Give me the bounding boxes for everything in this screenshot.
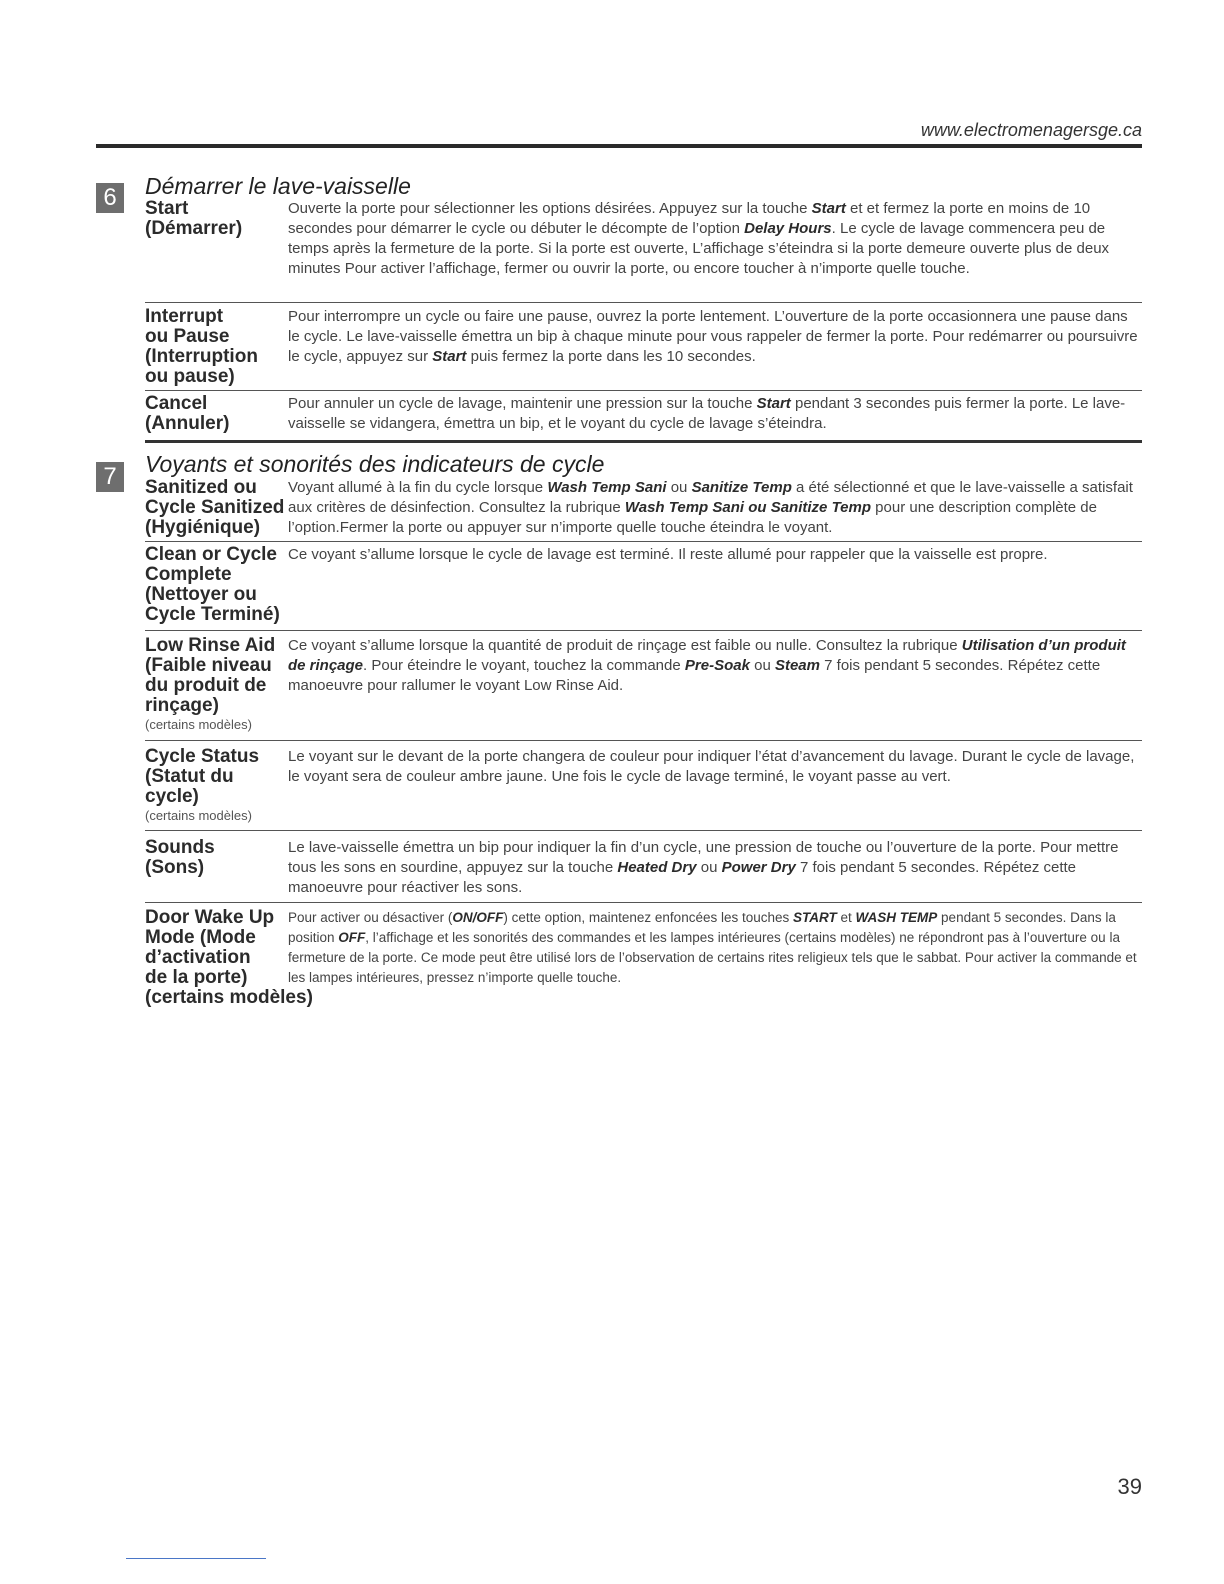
term-line: (Démarrer)	[145, 218, 243, 239]
term-line: Low Rinse Aid	[145, 635, 276, 656]
term-interrupt	[145, 307, 287, 387]
separator	[145, 740, 1142, 741]
term-sanitized	[145, 478, 287, 538]
separator	[145, 830, 1142, 831]
emphasized-control-name: Power Dry	[721, 859, 796, 876]
header-rule	[96, 144, 1142, 148]
term-line: ou Pause	[145, 326, 230, 347]
term-low-rinse	[145, 636, 287, 734]
term-line: (Faible niveau	[145, 655, 272, 676]
emphasized-control-name: Start	[811, 200, 846, 217]
separator	[145, 390, 1142, 391]
section-divider	[145, 440, 1142, 443]
emphasized-control-name: Pre-Soak	[684, 657, 750, 674]
term-line: Door Wake Up	[145, 907, 275, 928]
term-line: du produit de	[145, 675, 267, 696]
desc-low-rinse: Ce voyant s’allume lorsque la quantité de produit de rinçage est faible ou nulle. Consultez la rubrique Utilisation d’un produit de rinçage. Pour éteindre le voyant, touchez la commande Pre-Soak ou Steam 7 fois pendant 5 secondes. Répétez cette manoeuvre pour rallumer le voyant Low Rinse Aid.	[288, 637, 1126, 694]
term-door-wake-up	[145, 907, 313, 1008]
models-note: (certains modèles)	[145, 717, 252, 732]
emphasized-control-name: Delay Hours	[744, 220, 832, 237]
emphasized-control-name: START	[793, 910, 837, 925]
emphasized-control-name: Wash Temp Sani	[547, 479, 667, 496]
term-line: d’activation	[145, 947, 251, 968]
desc-start: Ouverte la porte pour sélectionner les options désirées. Appuyez sur la touche Start et et fermez la porte en moins de 10 secondes pour démarrer le cycle ou débuter le décompte de l’option Delay Hours. Le cycle de lavage commencera peu de temps après la fermeture de la porte. Si la porte est ouverte, L’affichage s’éteindra si la porte demeure ouverte plus de deux minutes Pour activer l’affichage, fermer ou ouvrir la porte, ou encore toucher à n’importe quelle touche.	[288, 200, 1110, 277]
term-line: (Nettoyer ou	[145, 584, 257, 605]
term-line: (Annuler)	[145, 413, 230, 434]
emphasized-control-name: Utilisation d’un produit de rinçage	[288, 637, 1126, 674]
emphasized-control-name: Heated Dry	[617, 859, 697, 876]
desc-interrupt: Pour interrompre un cycle ou faire une pause, ouvrez la porte lentement. L’ouverture de la porte occasionnera une pause dans le cycle. Le lave-vaisselle émettra un bip à chaque minute pour vous rappeler de fermer la porte. Pour redémarrer ou poursuivre le cycle, appuyez sur Start puis fermez la porte dans les 10 secondes.	[288, 308, 1138, 365]
emphasized-control-name: Start	[756, 395, 791, 412]
term-line: (Interruption	[145, 346, 258, 367]
term-line: Sanitized ou	[145, 477, 257, 498]
term-clean	[145, 545, 287, 625]
term-line: (Hygiénique)	[145, 517, 261, 538]
term-line: (certains modèles)	[145, 987, 313, 1008]
section-7-marker: 7	[96, 462, 124, 492]
term-line: (Sons)	[145, 857, 205, 878]
term-cycle-status	[145, 747, 287, 825]
term-line: de la porte)	[145, 967, 248, 988]
desc-clean: Ce voyant s’allume lorsque le cycle de lavage est terminé. Il reste allumé pour rappeler que la vaisselle est propre.	[288, 546, 1048, 563]
desc-sounds: Le lave-vaisselle émettra un bip pour indiquer la fin d’un cycle, une pression de touche ou l’ouverture de la porte. Pour mettre tous les sons en sourdine, appuyez sur la touche Heated Dry ou Power Dry 7 fois pendant 5 secondes. Répétez cette manoeuvre pour réactiver les sons.	[288, 839, 1119, 896]
footer-line	[126, 1558, 266, 1559]
desc-cycle-status: Le voyant sur le devant de la porte changera de couleur pour indiquer l’état d’avancement du lavage. Durant le cycle de lavage, le voyant sera de couleur ambre jaune. Une fois le cycle de lavage terminé, le voyant passe au vert.	[288, 748, 1135, 785]
emphasized-control-name: Sanitize Temp	[691, 479, 792, 496]
term-line: cycle)	[145, 786, 199, 807]
term-line: Cancel	[145, 393, 208, 414]
term-line: rinçage)	[145, 695, 219, 716]
emphasized-control-name: Wash Temp Sani ou Sanitize Temp	[624, 499, 872, 516]
term-sounds	[145, 838, 287, 878]
desc-sanitized: Voyant allumé à la fin du cycle lorsque Wash Temp Sani ou Sanitize Temp a été sélectionné et que le lave-vaisselle a satisfait aux critères de désinfection. Consultez la rubrique Wash Temp Sani ou Sanitize Temp pour une description complète de l’option.Fermer la porte ou appuyer sur n’importe quelle touche éteindra le voyant.	[288, 479, 1133, 536]
term-line: Cycle Sanitized	[145, 497, 285, 518]
term-start	[145, 199, 287, 239]
page-number: 39	[1117, 1474, 1142, 1499]
separator	[145, 302, 1142, 303]
emphasized-control-name: Steam	[774, 657, 820, 674]
emphasized-control-name: ON/OFF	[452, 910, 504, 925]
desc-cancel: Pour annuler un cycle de lavage, maintenir une pression sur la touche Start pendant 3 secondes puis fermer la porte. Le lave-vaisselle se vidangera, émettra un bip, et le voyant du cycle de lavage s’éteindra.	[288, 395, 1126, 432]
separator	[145, 541, 1142, 542]
emphasized-control-name: OFF	[338, 930, 366, 945]
website-url: www.electromenagersge.ca	[920, 120, 1142, 140]
term-line: Mode (Mode	[145, 927, 256, 948]
term-line: Start	[145, 198, 189, 219]
emphasized-control-name: WASH TEMP	[855, 910, 938, 925]
desc-door-wake-up: Pour activer ou désactiver (ON/OFF) cette option, maintenez enfoncées les touches START et WASH TEMP pendant 5 secondes. Dans la position OFF, l’affichage et les sonorités des commandes et les lampes intérieures (certains modèles) ne répondront pas à l’ouverture ou la fermeture de la porte. Ce mode peut être utilisé lors de l’observation de certains rites religieux tels que le sabbat. Pour activer la commande et les lampes intérieures, pressez n’importe quelle touche.	[288, 910, 1137, 985]
models-note: (certains modèles)	[145, 808, 252, 823]
term-line: Complete	[145, 564, 232, 585]
section-6-marker: 6	[96, 183, 124, 213]
term-line: Interrupt	[145, 306, 224, 327]
section-7-title: Voyants et sonorités des indicateurs de cycle	[145, 451, 605, 477]
term-cancel	[145, 394, 287, 434]
term-line: ou pause)	[145, 366, 235, 387]
separator	[145, 630, 1142, 631]
separator	[145, 902, 1142, 903]
section-6-title: Démarrer le lave-vaisselle	[145, 173, 411, 199]
term-line: Clean or Cycle	[145, 544, 277, 565]
term-line: Sounds	[145, 837, 215, 858]
term-line: Cycle Terminé)	[145, 604, 280, 625]
term-line: (Statut du	[145, 766, 234, 787]
emphasized-control-name: Start	[432, 348, 467, 365]
term-line: Cycle Status	[145, 746, 260, 767]
